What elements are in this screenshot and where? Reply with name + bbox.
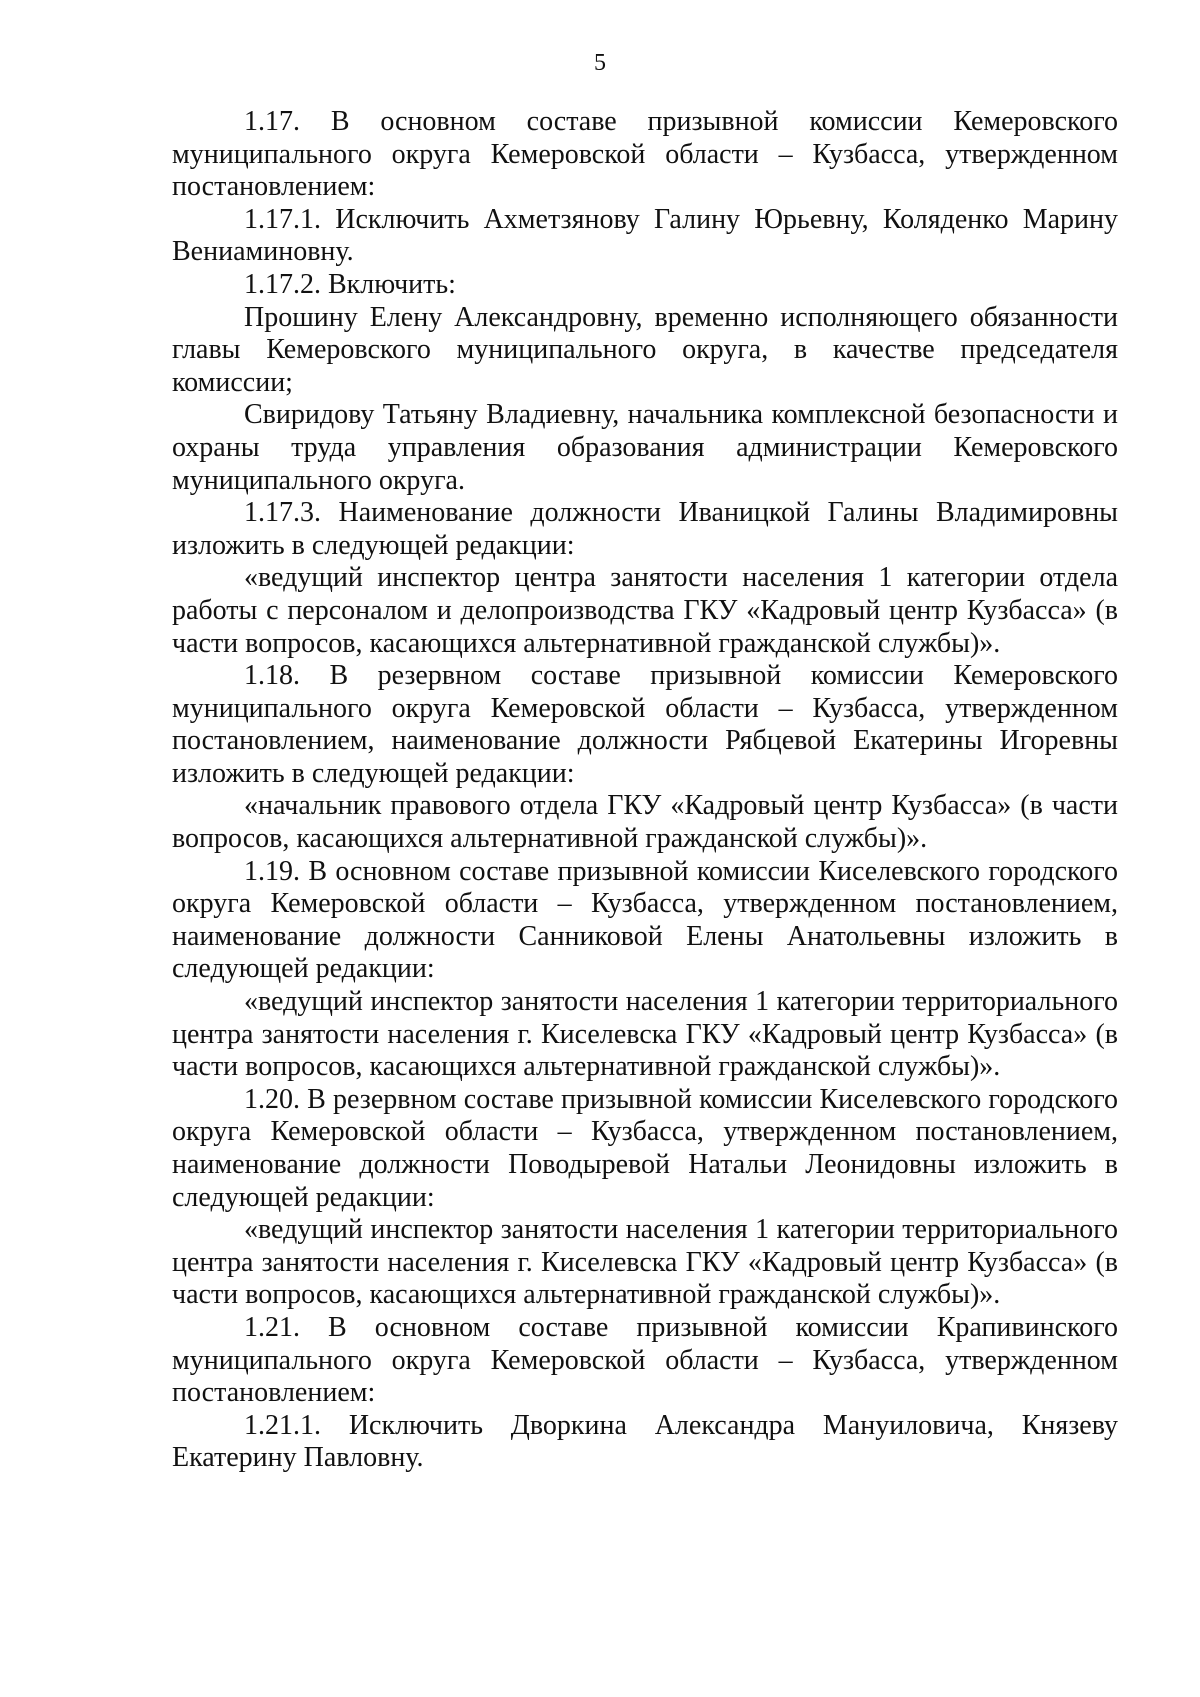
paragraph-1-21: 1.21. В основном составе призывной комиссии Крапивинского муниципального округа Кемеровской области – Кузбасса, утвержденном постановлением: (172, 1311, 1118, 1409)
document-body (172, 106, 1118, 1475)
paragraph-quote-1-18: «начальник правового отдела ГКУ «Кадровый центр Кузбасса» (в части вопросов, касающихся альтернативной гражданской службы)». (172, 790, 1118, 855)
paragraph-proshina: Прошину Елену Александровну, временно исполняющего обязанности главы Кемеровского муниципального округа, в качестве председателя комиссии; (172, 301, 1118, 398)
page-number: 5 (594, 50, 606, 76)
paragraph-1-17-2: 1.17.2. Включить: (244, 268, 456, 300)
paragraph-1-17: 1.17. В основном составе призывной комиссии Кемеровского муниципального округа Кемеровской области – Кузбасса, утвержденном постановлением: (172, 106, 1118, 203)
paragraph-quote-1-17-3: «ведущий инспектор центра занятости населения 1 категории отдела работы с персоналом и делопроизводства ГКУ «Кадровый центр Кузбасса» (в части вопросов, касающихся альтернативной гражданской службы)». (172, 562, 1118, 659)
paragraph-quote-1-19: «ведущий инспектор занятости населения 1 категории территориального центра занятости населения г. Киселевска ГКУ «Кадровый центр Кузбасса» (в части вопросов, касающихся альтернативной гражданской службы)». (172, 986, 1118, 1083)
paragraph-sviridova: Свиридову Татьяну Владиевну, начальника комплексной безопасности и охраны труда управления образования администрации Кемеровского муниципального округа. (172, 399, 1118, 496)
paragraph-1-17-1: 1.17.1. Исключить Ахметзянову Галину Юрьевну, Коляденко Марину Вениаминовну. (172, 203, 1118, 268)
paragraph-quote-1-20: «ведущий инспектор занятости населения 1 категории территориального центра занятости населения г. Киселевска ГКУ «Кадровый центр Кузбасса» (в части вопросов, касающихся альтернативной гражданской службы)». (172, 1214, 1118, 1311)
paragraph-1-17-3: 1.17.3. Наименование должности Иваницкой Галины Владимировны изложить в следующей редакции: (172, 497, 1118, 561)
paragraph-1-21-1: 1.21.1. Исключить Дворкина Александра Мануиловича, Князеву Екатерину Павловну. (172, 1409, 1118, 1474)
paragraph-1-19: 1.19. В основном составе призывной комиссии Киселевского городского округа Кемеровской области – Кузбасса, утвержденном постановлением, наименование должности Санниковой Елены Анатольевны изложить в следующей редакции: (172, 855, 1118, 985)
paragraph-1-18: 1.18. В резервном составе призывной комиссии Кемеровского муниципального округа Кемеровской области – Кузбасса, утвержденном постановлением, наименование должности Рябцевой Екатерины Игоревны изложить в следующей редакции: (172, 660, 1118, 789)
paragraph-1-20: 1.20. В резервном составе призывной комиссии Киселевского городского округа Кемеровской области – Кузбасса, утвержденном постановлением, наименование должности Поводыревой Натальи Леонидовны изложить в следующей редакции: (172, 1083, 1118, 1213)
